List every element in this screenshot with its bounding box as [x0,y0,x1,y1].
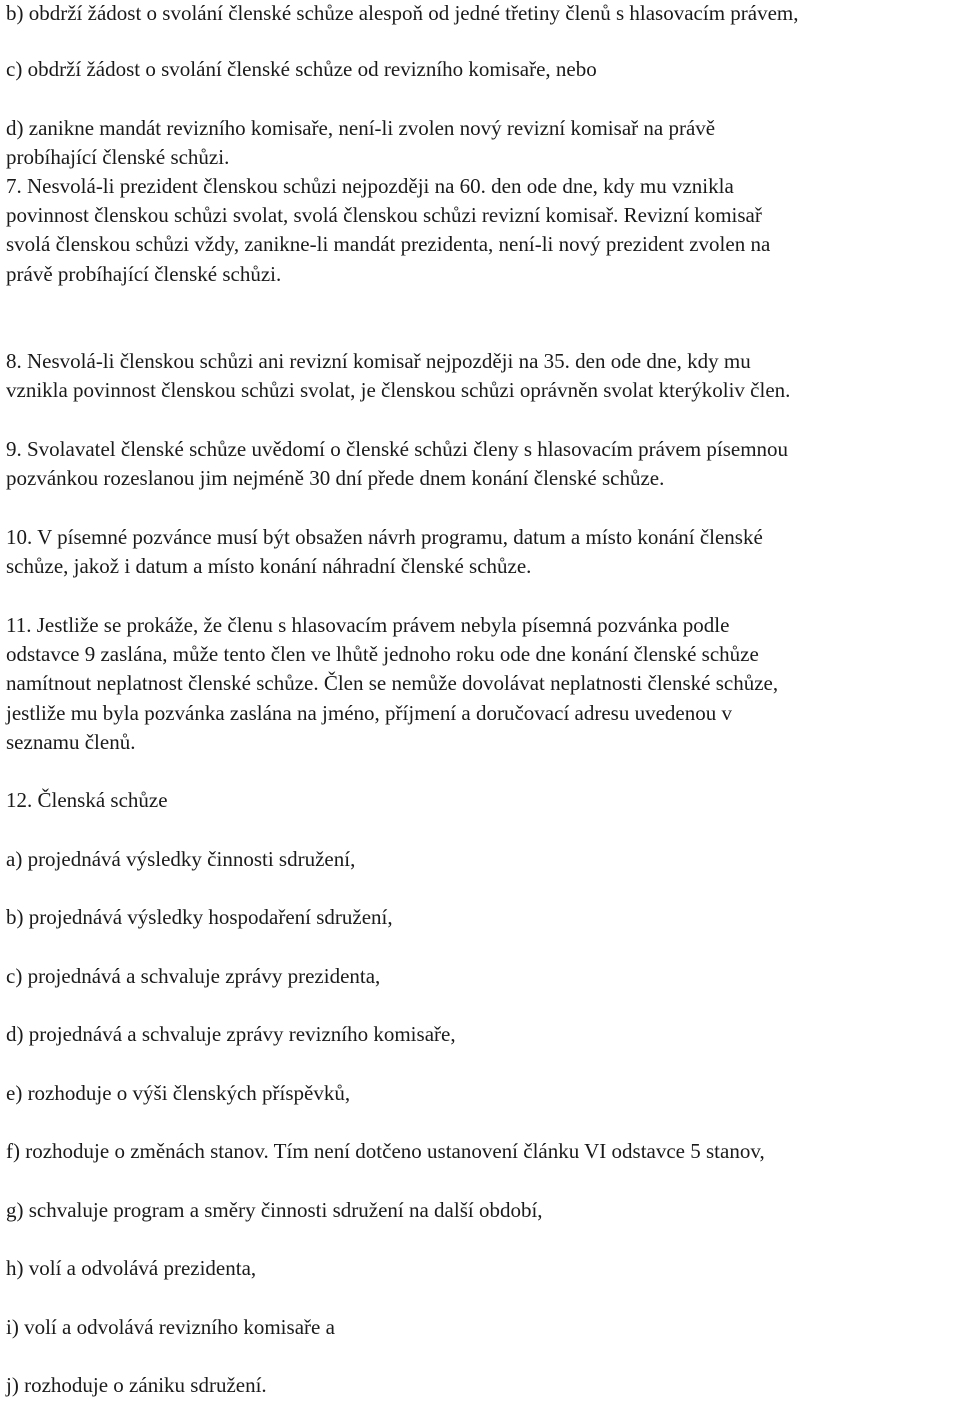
list-item-12d [6,1020,456,1049]
paragraph-7 [6,172,770,289]
text-line: d) zanikne mandát revizního komisaře, není-li zvolen nový revizní komisař na právě [6,116,716,140]
text-line: 10. V písemné pozvánce musí být obsažen návrh programu, datum a místo konání členské [6,525,763,549]
list-item-12f [6,1137,765,1166]
paragraph-6d [6,114,715,172]
list-item-12e [6,1079,350,1108]
text-line: f) rozhoduje o změnách stanov. Tím není dotčeno ustanovení článku VI odstavce 5 stanov, [6,1139,765,1163]
text-line: h) volí a odvolává prezidenta, [6,1256,257,1280]
text-line: g) schvaluje program a směry činnosti sdružení na další období, [6,1198,543,1222]
text-line: d) projednává a schvaluje zprávy revizního komisaře, [6,1022,456,1046]
list-item-12h [6,1254,256,1283]
text-line: právě probíhající členské schůzi. [6,261,282,286]
text-line: schůze, jakož i datum a místo konání náhradní členské schůze. [6,554,532,579]
list-item-12b [6,903,393,932]
text-line: 12. Členská schůze [6,788,168,812]
text-line: c) obdrží žádost o svolání členské schůze od revizního komisaře, nebo [6,57,597,81]
text-line: b) obdrží žádost o svolání členské schůze alespoň od jedné třetiny členů s hlasovacím právem, [6,1,799,25]
paragraph-9 [6,435,788,493]
text-line: e) rozhoduje o výši členských příspěvků, [6,1081,351,1105]
text-line: c) projednává a schvaluje zprávy prezidenta, [6,964,381,988]
text-line: svolá členskou schůzi vždy, zanikne-li mandát prezidenta, není-li nový prezident zvolen na [6,232,771,257]
text-line: povinnost členskou schůzi svolat, svolá členskou schůzi revizní komisař. Revizní komisař [6,203,762,228]
list-item-12i [6,1313,335,1342]
text-line: pozvánkou rozeslanou jim nejméně 30 dní přede dnem konání členské schůze. [6,466,665,491]
text-line: a) projednává výsledky činnosti sdružení, [6,847,356,871]
paragraph-8 [6,347,790,405]
list-item-12a [6,845,355,874]
paragraph-6c [6,55,597,84]
text-line: probíhající členské schůzi. [6,145,230,170]
text-line: odstavce 9 zaslána, může tento člen ve lhůtě jednoho roku ode dne konání členské schůze [6,642,759,667]
text-line: seznamu členů. [6,729,136,754]
list-item-12c [6,962,380,991]
paragraph-6b [6,0,799,28]
text-line: jestliže mu byla pozvánka zaslána na jméno, příjmení a doručovací adresu uvedenou v [6,700,732,725]
text-line: 7. Nesvolá-li prezident členskou schůzi nejpozději na 60. den ode dne, kdy mu vznikla [6,174,734,198]
list-item-12j [6,1371,267,1400]
text-line: i) volí a odvolává revizního komisaře a [6,1315,335,1339]
text-line: 9. Svolavatel členské schůze uvědomí o členské schůzi členy s hlasovacím právem písemnou [6,437,789,461]
text-line: j) rozhoduje o zániku sdružení. [6,1373,267,1397]
text-line: b) projednává výsledky hospodaření sdružení, [6,905,393,929]
text-line: 8. Nesvolá-li členskou schůzi ani revizní komisař nejpozději na 35. den ode dne, kdy mu [6,349,751,373]
text-line: namítnout neplatnost členské schůze. Člen se nemůže dovolávat neplatnosti členské schůze, [6,671,779,696]
paragraph-11 [6,611,778,757]
list-item-12g [6,1196,543,1225]
text-line: 11. Jestliže se prokáže, že členu s hlasovacím právem nebyla písemná pozvánka podle [6,613,730,637]
paragraph-12-heading [6,786,168,815]
text-line: vznikla povinnost členskou schůzi svolat, je členskou schůzi oprávněn svolat kterýkoliv člen. [6,378,791,403]
paragraph-10 [6,523,763,581]
